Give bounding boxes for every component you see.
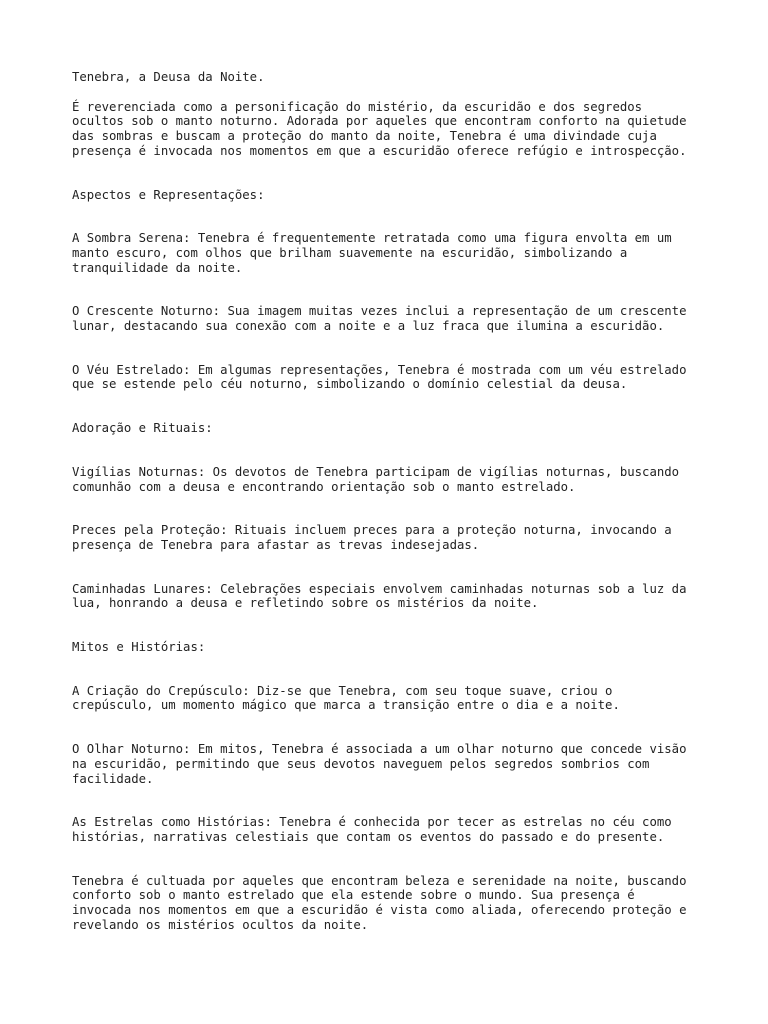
section-heading-aspectos: Aspectos e Representações: bbox=[72, 187, 265, 202]
paragraph-olhar-noturno: O Olhar Noturno: Em mitos, Tenebra é associada a um olhar noturno que concede visão na escuridão, permitindo que seus devotos naveguem pelos segredos sombrios com facilidade. bbox=[72, 742, 687, 786]
paragraph-veu-estrelado: O Véu Estrelado: Em algumas representações, Tenebra é mostrada com um véu estrelado que se estende pelo céu noturno, simbolizando o domínio celestial da deusa. bbox=[72, 362, 687, 392]
paragraph-preces-protecao: Preces pela Proteção: Rituais incluem preces para a proteção noturna, invocando a presença de Tenebra para afastar as trevas indesejadas. bbox=[72, 523, 672, 552]
closing-paragraph: Tenebra é cultuada por aqueles que encontram beleza e serenidade na noite, buscando conforto sob o manto estrelado que ela estende sobre o mundo. Sua presença é invocada nos momentos em que a escuridão é vista como aliada, oferecendo proteção e revelando os mistérios ocultos da noite. bbox=[72, 873, 687, 932]
paragraph-criacao-crepusculo: A Criação do Crepúsculo: Diz-se que Tenebra, com seu toque suave, criou o crepúsculo, um momento mágico que marca a transição entre o dia e a noite. bbox=[72, 683, 620, 713]
paragraph-caminhadas-lunares: Caminhadas Lunares: Celebrações especiais envolvem caminhadas noturnas sob a luz da lua, honrando a deusa e refletindo sobre os mistérios da noite. bbox=[72, 581, 687, 611]
document-title: Tenebra, a Deusa da Noite. bbox=[72, 70, 265, 84]
paragraph-estrelas-historias: As Estrelas como Histórias: Tenebra é conhecida por tecer as estrelas no céu como histórias, narrativas celestiais que contam os eventos do passado e do presente. bbox=[72, 815, 672, 844]
section-heading-adoracao: Adoração e Rituais: bbox=[72, 421, 213, 436]
document-page bbox=[72, 70, 712, 933]
paragraph-sombra-serena: A Sombra Serena: Tenebra é frequentemente retratada como uma figura envolta em um manto escuro, com olhos que brilham suavemente na escuridão, simbolizando a tranquilidade da noite. bbox=[72, 231, 672, 275]
paragraph-vigilias-noturnas: Vigílias Noturnas: Os devotos de Tenebra participam de vigílias noturnas, buscando comunhão com a deusa e encontrando orientação sob o manto estrelado. bbox=[72, 464, 680, 494]
paragraph-crescente-noturno: O Crescente Noturno: Sua imagem muitas vezes inclui a representação de um crescente lunar, destacando sua conexão com a noite e a luz fraca que ilumina a escuridão. bbox=[72, 304, 687, 334]
section-heading-mitos: Mitos e Histórias: bbox=[72, 640, 206, 655]
intro-paragraph: É reverenciada como a personificação do mistério, da escuridão e dos segredos ocultos sob o manto noturno. Adorada por aqueles que encontram conforto na quietude das sombras e buscam a proteção do manto da noite, Tenebra é uma divindade cuja presença é invocada nos momentos em que a escuridão oferece refúgio e introspecção. bbox=[72, 99, 687, 158]
